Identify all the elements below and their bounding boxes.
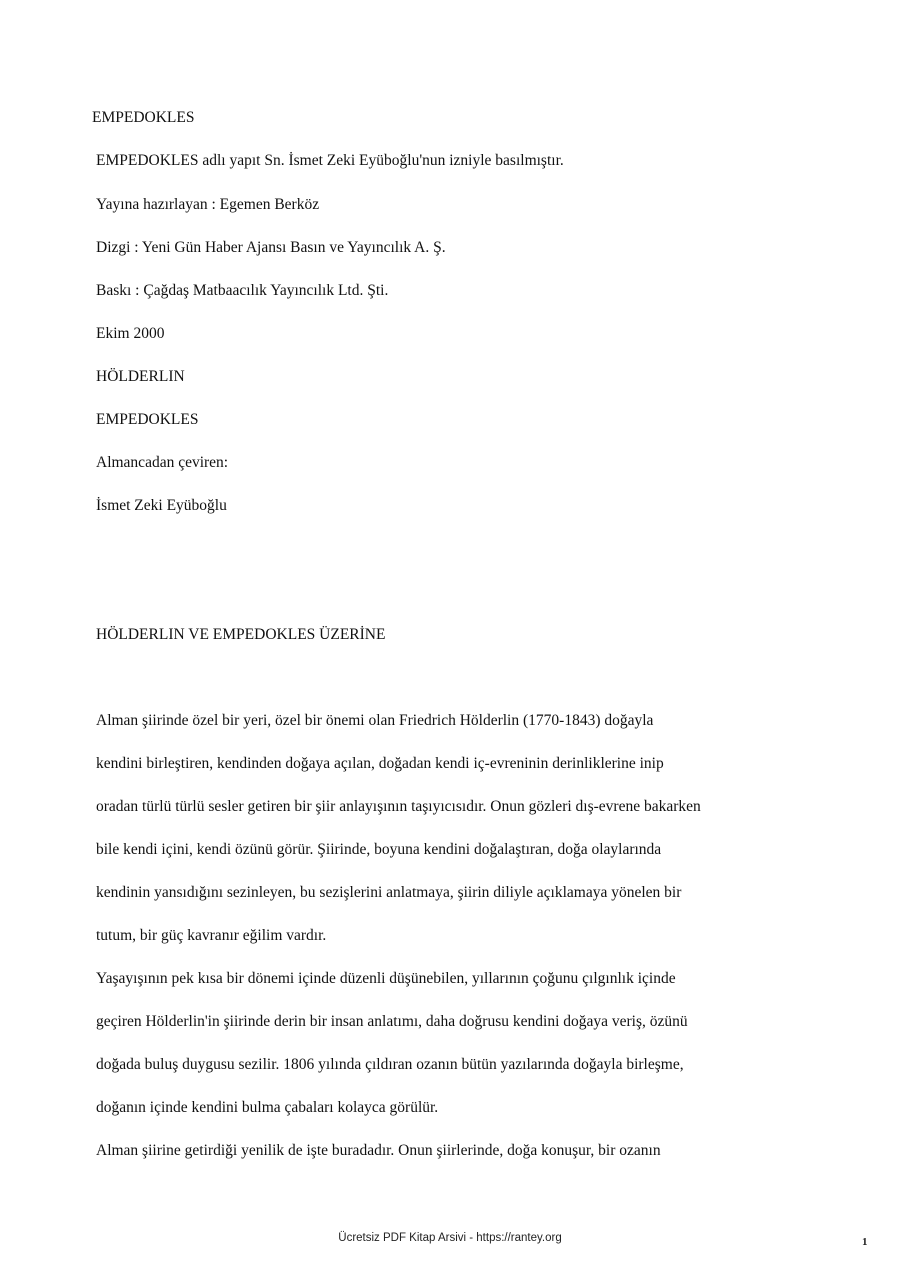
- body-line: doğanın içinde kendini bulma çabaları kolayca görülür.: [96, 1099, 439, 1116]
- permission-line: EMPEDOKLES adlı yapıt Sn. İsmet Zeki Eyüboğlu'nun izniyle basılmıştır.: [96, 152, 564, 169]
- date-line: Ekim 2000: [96, 325, 165, 342]
- footer-text: Ücretsiz PDF Kitap Arsivi - https://rantey.org: [338, 1232, 562, 1244]
- translated-from-line: Almancadan çeviren:: [96, 454, 229, 471]
- body-line: Alman şiirinde özel bir yeri, özel bir önemi olan Friedrich Hölderlin (1770-1843) doğayla: [96, 712, 654, 729]
- body-line: kendini birleştiren, kendinden doğaya açılan, doğadan kendi iç-evreninin derinliklerine inip: [96, 755, 664, 772]
- typesetting-line: Dizgi : Yeni Gün Haber Ajansı Basın ve Yayıncılık A. Ş.: [96, 239, 446, 256]
- page-number: 1: [862, 1236, 868, 1248]
- body-line: kendinin yansıdığını sezinleyen, bu sezişlerini anlatmaya, şiirin diliyle açıklamaya yönelen bir: [96, 884, 682, 901]
- printing-line: Baskı : Çağdaş Matbaacılık Yayıncılık Ltd. Şti.: [96, 282, 389, 299]
- body-line: oradan türlü türlü sesler getiren bir şiir anlayışının taşıyıcısıdır. Onun gözleri dış-evrene bakarken: [96, 798, 701, 815]
- body-line: bile kendi içini, kendi özünü görür. Şiirinde, boyuna kendini doğalaştıran, doğa olaylarında: [96, 841, 662, 858]
- editor-line: Yayına hazırlayan : Egemen Berköz: [96, 196, 320, 213]
- author-line: HÖLDERLIN: [96, 368, 185, 385]
- translator-line: İsmet Zeki Eyüboğlu: [96, 497, 227, 514]
- body-line: geçiren Hölderlin'in şiirinde derin bir insan anlatımı, daha doğrusu kendini doğaya veriş, özünü: [96, 1013, 688, 1030]
- body-line: Yaşayışının pek kısa bir dönemi içinde düzenli düşünebilen, yıllarının çoğunu çılgınlık içinde: [96, 970, 676, 987]
- body-line: doğada buluş duygusu sezilir. 1806 yılında çıldıran ozanın bütün yazılarında doğayla birleşme,: [96, 1056, 684, 1073]
- section-heading: HÖLDERLIN VE EMPEDOKLES ÜZERİNE: [96, 626, 386, 643]
- top-title: EMPEDOKLES: [92, 109, 195, 126]
- body-line: tutum, bir güç kavranır eğilim vardır.: [96, 927, 327, 944]
- body-line: Alman şiirine getirdiği yenilik de işte buradadır. Onun şiirlerinde, doğa konuşur, bir ozanın: [96, 1142, 661, 1159]
- book-title-line: EMPEDOKLES: [96, 411, 199, 428]
